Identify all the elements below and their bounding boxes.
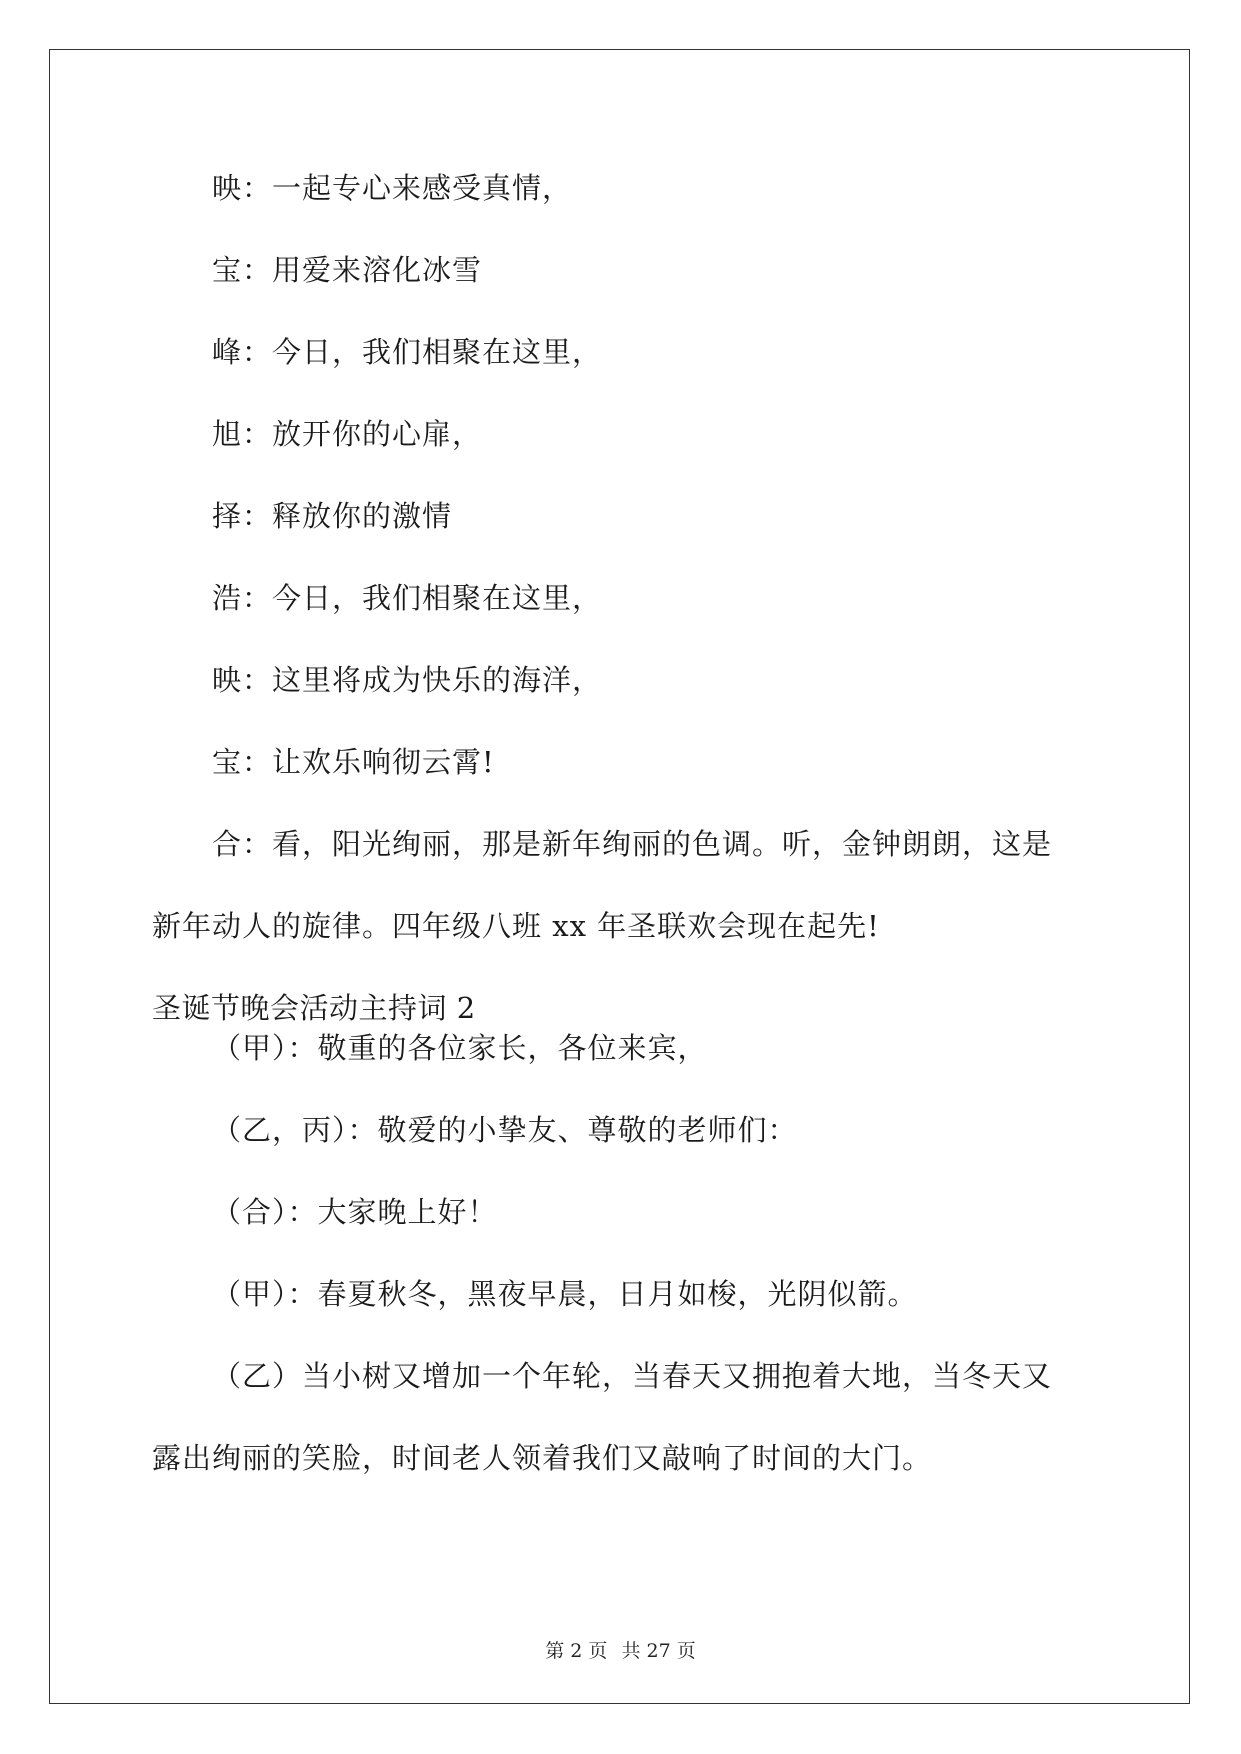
dialogue-line: 宝：用爱来溶化冰雪: [212, 253, 483, 287]
section-heading: 圣诞节晚会活动主持词 2: [152, 991, 476, 1025]
dialogue-line: 映：一起专心来感受真情，: [212, 171, 573, 205]
dialogue-line: （乙）当小树又增加一个年轮，当春天又拥抱着大地，当冬天又: [212, 1359, 1053, 1393]
dialogue-line: 择：释放你的激情: [212, 499, 453, 533]
dialogue-line: （甲）：敬重的各位家长，各位来宾，: [212, 1031, 708, 1065]
dialogue-line: 旭：放开你的心扉，: [212, 417, 483, 451]
dialogue-line-continued: 新年动人的旋律。四年级八班 xx 年圣联欢会现在起先!: [152, 909, 880, 943]
dialogue-line: 合：看，阳光绚丽，那是新年绚丽的色调。听，金钟朗朗，这是: [212, 827, 1053, 861]
dialogue-line: （合）：大家晚上好！: [212, 1195, 498, 1229]
dialogue-line: 映：这里将成为快乐的海洋，: [212, 663, 603, 697]
page-total: 共 27 页: [621, 1640, 696, 1662]
document-body: [152, 168, 1092, 1478]
page-footer: [0, 1638, 1241, 1664]
dialogue-line: 峰：今日，我们相聚在这里，: [212, 335, 603, 369]
dialogue-line: （甲）：春夏秋冬，黑夜早晨，日月如梭，光阴似箭。: [212, 1277, 918, 1311]
dialogue-line-continued: 露出绚丽的笑脸，时间老人领着我们又敲响了时间的大门。: [152, 1441, 933, 1475]
dialogue-line: （乙，丙）：敬爱的小挚友、尊敬的老师们：: [212, 1113, 798, 1147]
page-number: 第 2 页: [545, 1640, 608, 1662]
dialogue-line: 浩：今日，我们相聚在这里，: [212, 581, 603, 615]
dialogue-line: 宝：让欢乐响彻云霄!: [212, 745, 495, 779]
